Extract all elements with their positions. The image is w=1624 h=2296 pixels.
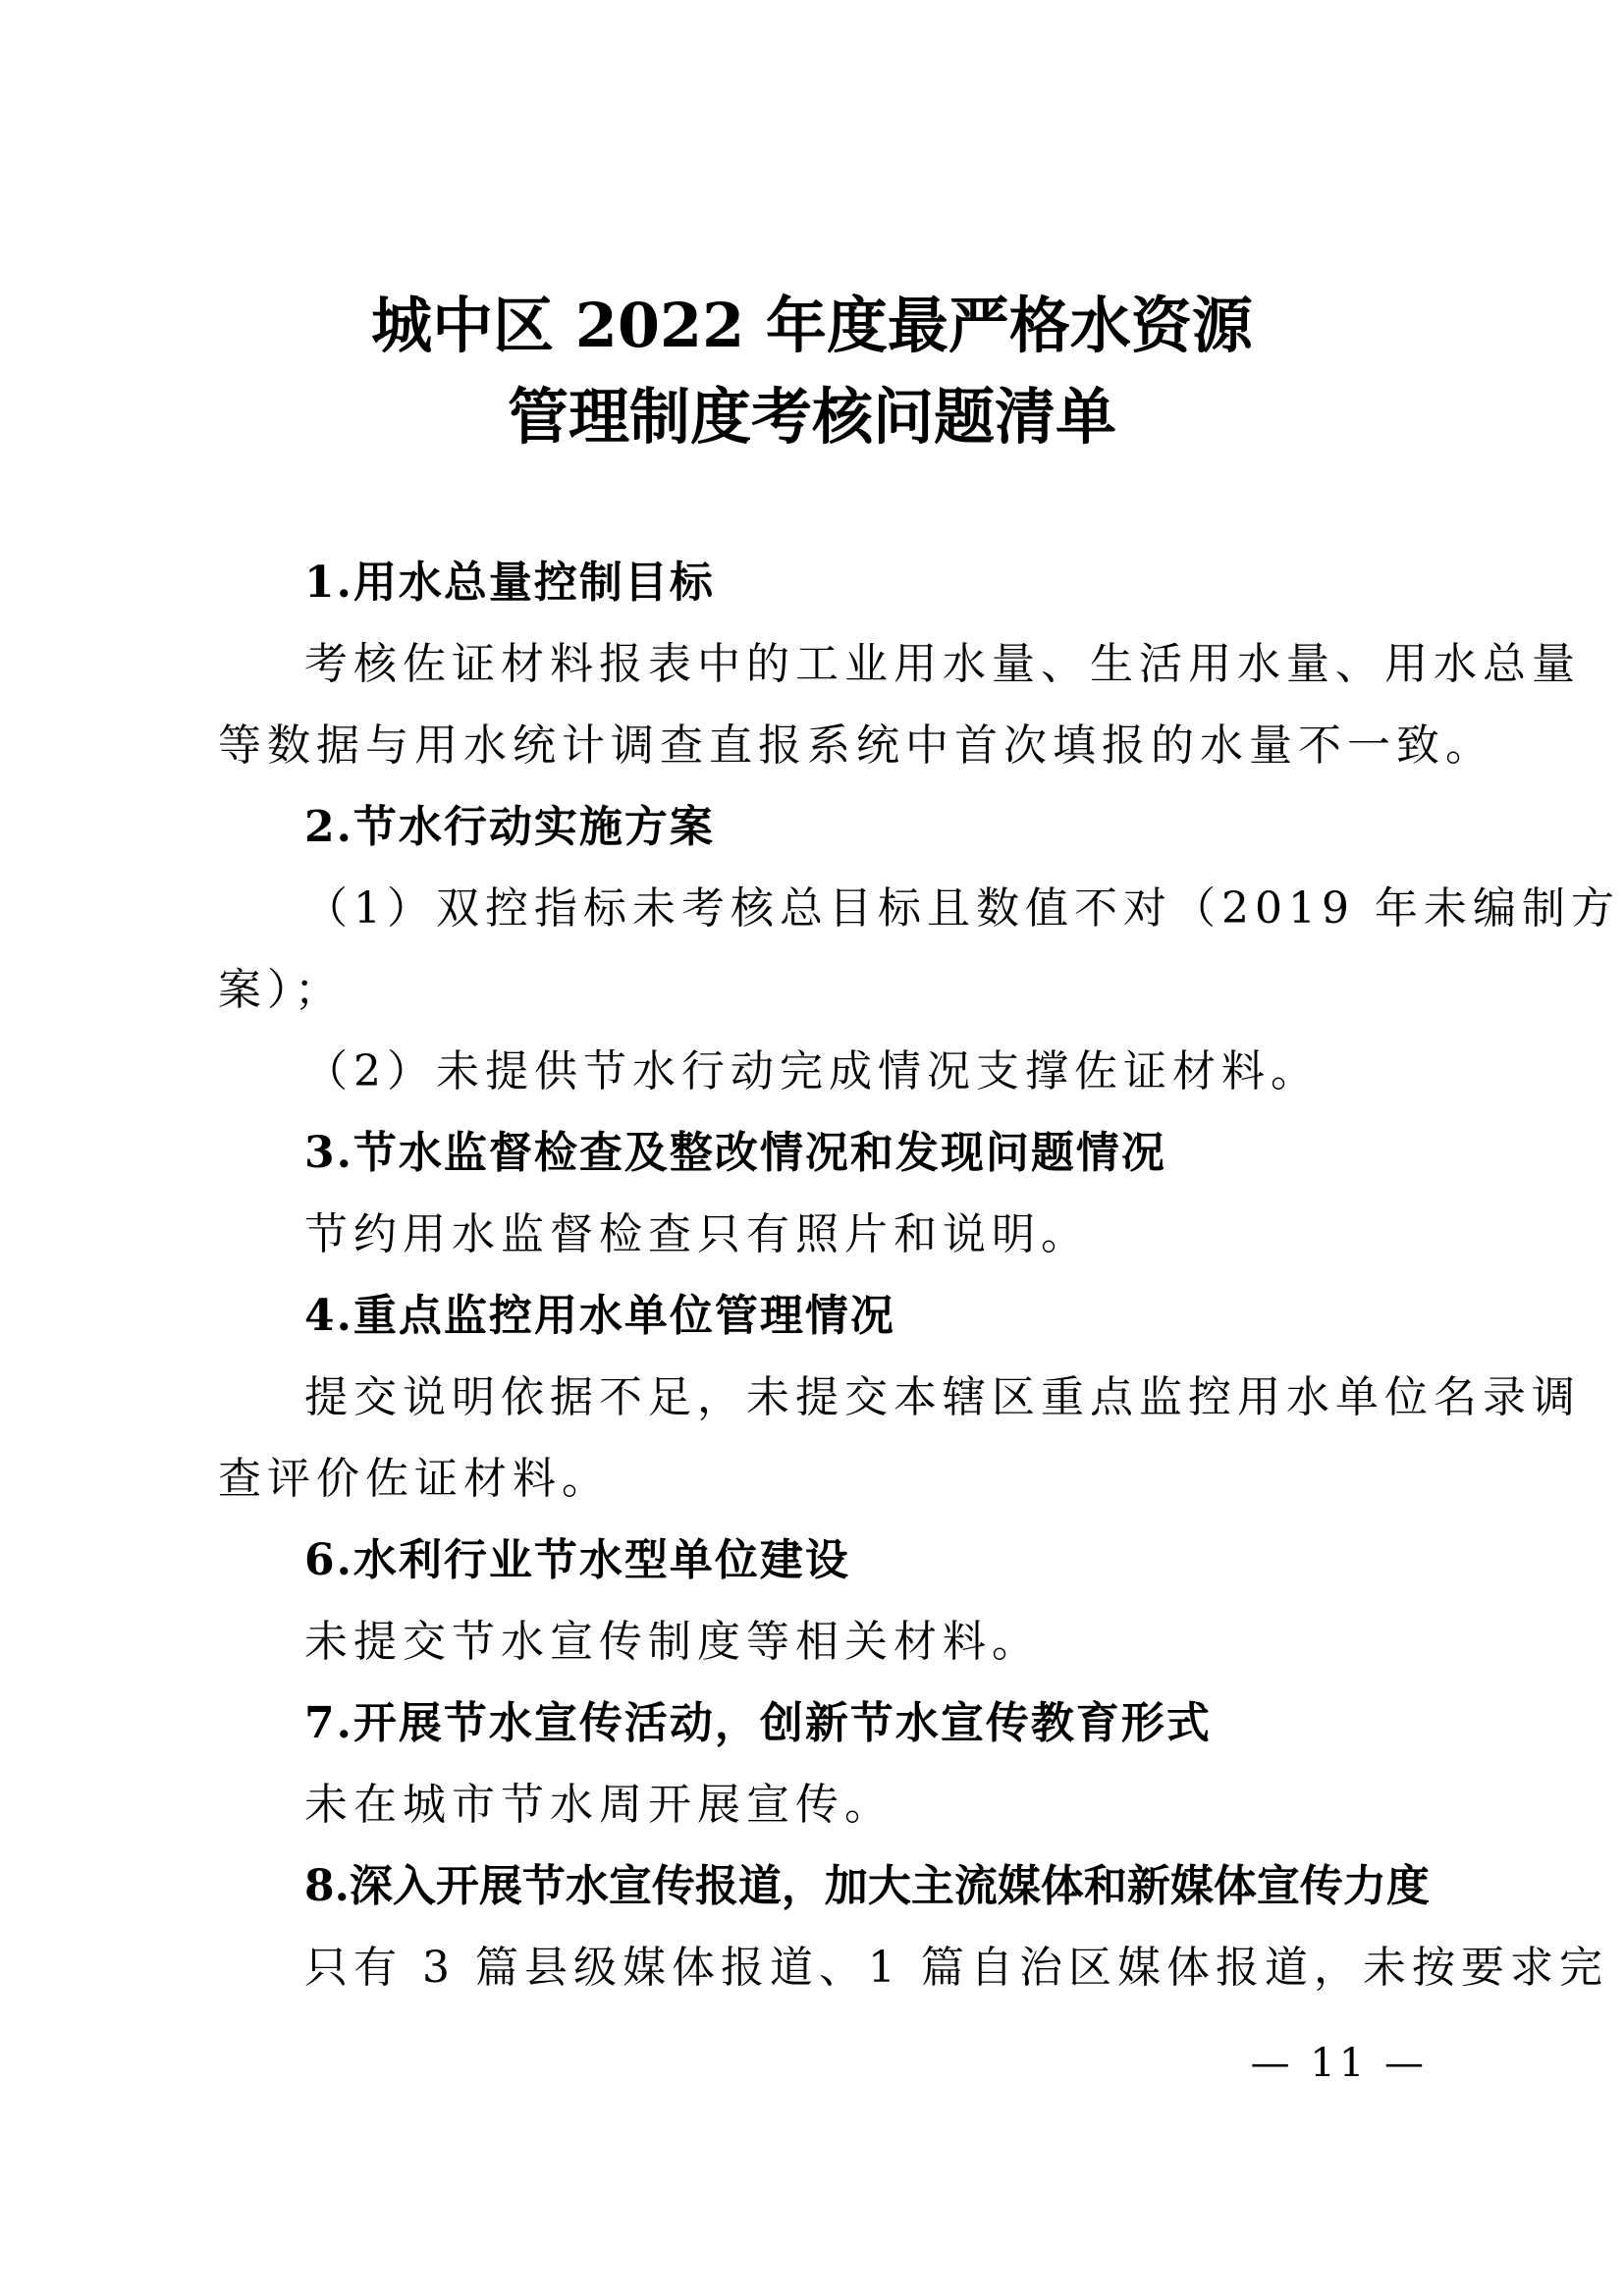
section-6-line-1: 未提交节水宣传制度等相关材料。 <box>304 1617 1041 1667</box>
section-heading-3: 3.节水监督检查及整改情况和发现问题情况 <box>304 1128 1166 1178</box>
document-body <box>218 542 1620 2008</box>
section-heading-1: 1.用水总量控制目标 <box>304 558 715 608</box>
section-heading-6: 6.水利行业节水型单位建设 <box>304 1535 850 1585</box>
section-1-line-1: 考核佐证材料报表中的工业用水量、生活用水量、用水总量 <box>304 639 1581 689</box>
page-number: — 11 — <box>1250 2041 1428 2086</box>
section-8-line-1: 只有 3 篇县级媒体报道、1 篇自治区媒体报道，未按要求完 <box>304 1943 1608 1993</box>
section-7-line-1: 未在城市节水周开展宣传。 <box>304 1780 893 1830</box>
section-heading-2: 2.节水行动实施方案 <box>304 802 715 852</box>
section-2-line-3: （2）未提供节水行动完成情况支撑佐证材料。 <box>304 1046 1320 1096</box>
document-title-line-2: 管理制度考核问题清单 <box>507 381 1116 453</box>
section-2-line-2: 案）； <box>218 965 344 1015</box>
section-heading-4: 4.重点监控用水单位管理情况 <box>304 1291 895 1341</box>
section-3-line-1: 节约用水监督检查只有照片和说明。 <box>304 1209 1090 1259</box>
document-title-line-1: 城中区 2022 年度最严格水资源 <box>371 290 1253 361</box>
section-4-line-1: 提交说明依据不足，未提交本辖区重点监控用水单位名录调 <box>304 1372 1581 1422</box>
section-heading-7: 7.开展节水宣传活动，创新节水宣传教育形式 <box>304 1698 1212 1748</box>
section-1-line-2: 等数据与用水统计调查直报系统中首次填报的水量不一致。 <box>218 721 1494 771</box>
section-heading-8: 8.深入开展节水宣传报道，加大主流媒体和新媒体宣传力度 <box>304 1861 1430 1911</box>
section-2-line-1: （1）双控指标未考核总目标且数值不对（2019 年未编制方 <box>304 883 1620 934</box>
section-4-line-2: 查评价佐证材料。 <box>218 1454 611 1504</box>
